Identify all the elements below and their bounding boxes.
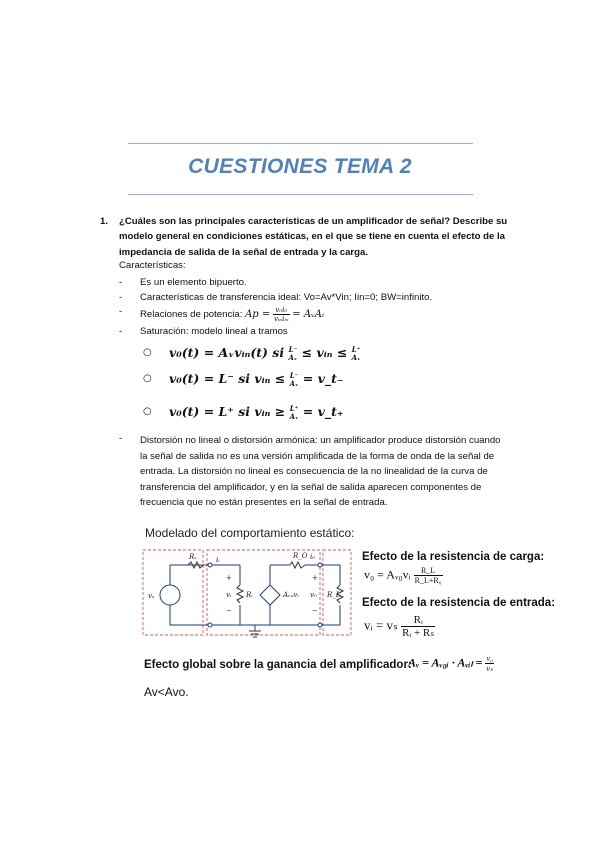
circle-bullet: ○ bbox=[143, 347, 152, 358]
eq2-end: = v_t₋ bbox=[302, 371, 344, 386]
eq3-frac bbox=[290, 405, 299, 421]
characteristics-label: Características: bbox=[119, 260, 186, 271]
power-rhs: = AᵥAᵢ bbox=[292, 309, 325, 321]
eq1-frac1-num: L⁻ bbox=[288, 344, 298, 354]
global-den: vₛ bbox=[486, 664, 493, 673]
global-effect-title: Efecto global sobre la ganancia del amplificador: bbox=[144, 659, 412, 671]
question-number: 1. bbox=[100, 216, 109, 227]
input-num: Rᵢ bbox=[401, 614, 435, 627]
eq2-frac-num: L⁻ bbox=[289, 370, 299, 380]
global-formula-lhs: Aᵥ = Aᵥ₀ᵢ · Aᵥᵢₗ = bbox=[408, 655, 483, 670]
load-num: R_L bbox=[414, 566, 443, 576]
label-vi: vᵢ bbox=[226, 591, 232, 599]
eq1-frac2-num: L⁺ bbox=[351, 344, 361, 354]
circle-bullet: ○ bbox=[143, 373, 152, 384]
label-avo: Aᵥₒvᵢ bbox=[283, 591, 299, 599]
dependent-source-avo bbox=[260, 585, 280, 605]
page-title: CUESTIONES TEMA 2 bbox=[188, 155, 412, 178]
label-ri: Rᵢ bbox=[246, 591, 253, 599]
label-minus-out: − bbox=[312, 607, 318, 615]
bullet-dash: - bbox=[119, 292, 123, 303]
terminal bbox=[208, 563, 212, 567]
terminal bbox=[318, 623, 322, 627]
label-minus-in: − bbox=[226, 607, 232, 615]
global-effect-formula bbox=[408, 654, 494, 673]
title-rule-top bbox=[128, 143, 473, 144]
bullet-text: Saturación: modelo lineal a tramos bbox=[140, 326, 288, 337]
eq1-frac1-den: Aᵥ bbox=[288, 352, 298, 362]
source-vs bbox=[160, 585, 180, 605]
resistor-ro bbox=[290, 562, 305, 568]
eq1-main: v₀(t) = Aᵥvᵢₙ(t) si bbox=[169, 345, 285, 360]
input-formula-lhs: vᵢ = vₛ bbox=[364, 617, 398, 633]
eq2-frac bbox=[290, 372, 299, 388]
eq1-frac1 bbox=[288, 346, 297, 362]
eq3-frac-num: L⁺ bbox=[289, 403, 299, 413]
label-ii: iᵢ bbox=[216, 556, 220, 564]
question-text: ¿Cuáles son las principales características de un amplificador de señal? Describe su modelo general en condiciones estáticas, en el que se tiene en cuenta el efecto de la impedancia de salida de la señal de entrada y la carga. bbox=[119, 216, 508, 258]
figure-title: Modelado del comportamiento estático: bbox=[145, 526, 355, 540]
global-num: v₀ bbox=[486, 654, 493, 663]
label-vo: v₀ bbox=[310, 591, 317, 599]
input-den: Rᵢ + Rₛ bbox=[402, 627, 435, 639]
eq1-mid: ≤ vᵢₙ ≤ bbox=[301, 345, 348, 360]
ground-symbol bbox=[249, 631, 261, 637]
label-rl: R_L bbox=[327, 591, 341, 599]
load-formula-lhs: v₀ = Aᵥ₀vᵢ bbox=[364, 567, 411, 582]
label-plus-out: + bbox=[312, 574, 318, 582]
input-fraction bbox=[401, 614, 435, 639]
eq2-main: v₀(t) = L⁻ si vᵢₙ ≤ bbox=[169, 371, 286, 386]
power-fraction bbox=[273, 306, 290, 323]
label-rs: Rₛ bbox=[189, 553, 197, 561]
bullet-text: Es un elemento bipuerto. bbox=[140, 277, 247, 288]
eq1-frac2 bbox=[352, 346, 361, 362]
conclusion-text: Av<Avo. bbox=[144, 685, 189, 699]
power-lhs: Ap = bbox=[245, 309, 271, 321]
bullet-text bbox=[140, 306, 324, 323]
input-effect-formula bbox=[364, 614, 435, 639]
eq3-end: = v_t₊ bbox=[302, 404, 344, 419]
question-block bbox=[100, 214, 510, 260]
circle-bullet: ○ bbox=[143, 406, 152, 417]
bullet-dash: - bbox=[119, 326, 123, 337]
terminal bbox=[318, 563, 322, 567]
eq1-frac2-den: Aᵥ bbox=[351, 352, 361, 362]
title-rule-bottom bbox=[128, 194, 473, 195]
label-vs: vₛ bbox=[148, 592, 155, 600]
load-effect-formula bbox=[364, 566, 443, 585]
load-fraction bbox=[414, 566, 443, 585]
eq3-main: v₀(t) = L⁺ si vᵢₙ ≥ bbox=[169, 404, 286, 419]
bullet-dash: - bbox=[119, 277, 123, 288]
bullet-text: Características de transferencia ideal: Vo=Av*Vin; Iin=0; BW=infinito. bbox=[140, 292, 433, 303]
global-fraction bbox=[485, 654, 494, 673]
load-effect-title: Efecto de la resistencia de carga: bbox=[362, 551, 545, 563]
power-den: vᵢₙiᵢₙ bbox=[273, 315, 289, 323]
label-io: i₀ bbox=[310, 553, 316, 561]
terminal bbox=[208, 623, 212, 627]
label-ro: R_O bbox=[293, 552, 308, 560]
circuit-diagram bbox=[140, 545, 355, 645]
power-prefix: Relaciones de potencia: bbox=[140, 309, 246, 321]
resistor-ri bbox=[237, 585, 243, 603]
load-den: R_L+R₀ bbox=[414, 576, 442, 585]
label-plus-in: + bbox=[226, 574, 232, 582]
eq2-frac-den: Aᵥ bbox=[289, 378, 299, 388]
eq3-frac-den: Aᵥ bbox=[289, 411, 299, 421]
distortion-text: Distorsión no lineal o distorsión armónica: un amplificador produce distorsión cuando la señal de salida no es una versión amplificada de la forma de onda de la señal de entrada. La distorsión no lineal es consecuencia de la no linealidad de la curva de transferencia del amplificador, y en la señal de salida aparecen componentes de frecuencia que no están presentes en la señal de entrada. bbox=[140, 435, 501, 509]
bullet-dash: - bbox=[119, 306, 123, 317]
bullet-dash: - bbox=[119, 433, 123, 444]
input-effect-title: Efecto de la resistencia de entrada: bbox=[362, 597, 556, 609]
power-num: v₀i₀ bbox=[273, 306, 290, 315]
